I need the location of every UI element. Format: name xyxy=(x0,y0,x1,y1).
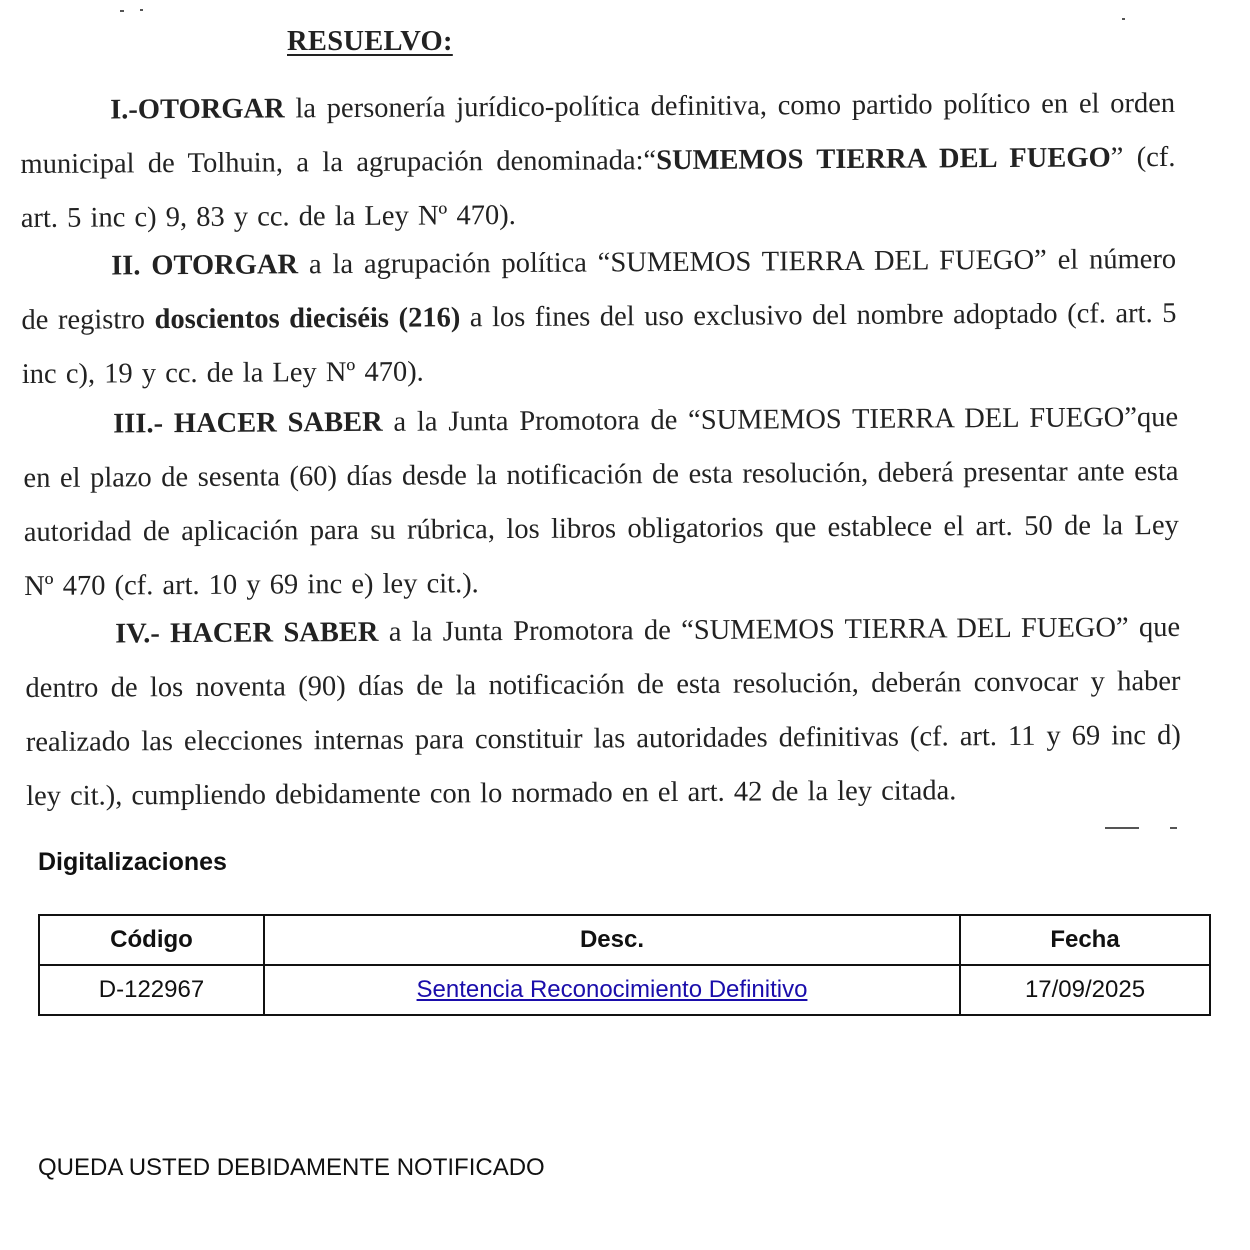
scan-speck xyxy=(120,10,124,12)
paragraph-lead: II. OTORGAR xyxy=(111,249,299,282)
scan-speck xyxy=(1105,827,1139,829)
party-name: SUMEMOS TIERRA DEL FUEGO xyxy=(656,142,1111,177)
table-header-row xyxy=(39,915,1210,965)
paragraph-text: a la agrupación política “SUMEMOS TIERRA DEL FUEGO” el número de registro xyxy=(21,243,1177,336)
digitalizaciones-table xyxy=(38,914,1211,1016)
table-row xyxy=(39,965,1210,1015)
paragraph-lead: III.- HACER SABER xyxy=(113,406,383,440)
cell-desc xyxy=(264,965,960,1015)
resolution-paragraph-2 xyxy=(21,233,1177,402)
scan-speck xyxy=(1122,18,1125,20)
column-header-code: Código xyxy=(39,915,264,965)
resolution-paragraph-1 xyxy=(20,77,1176,246)
scan-speck xyxy=(140,9,143,11)
paragraph-text: a la Junta Promotora de “SUMEMOS TIERRA DEL FUEGO” que dentro de los noventa (90) días de la notificación de esta resolución, deberán convocar y haber realizado las elecciones internas para constituir las autoridades definitivas (cf. art. 11 y 69 inc d) ley cit.), cumpliendo debidamente con lo normado en el art. 42 de la ley citada. xyxy=(25,611,1181,812)
digitalizaciones-title: Digitalizaciones xyxy=(38,848,227,876)
registry-number: doscientos dieciséis (216) xyxy=(154,302,461,336)
paragraph-lead: IV.- HACER SABER xyxy=(115,616,379,650)
notification-notice: QUEDA USTED DEBIDAMENTE NOTIFICADO xyxy=(38,1154,545,1181)
scan-speck xyxy=(1170,827,1177,829)
paragraph-text: la personería jurídico-política definitiva, como partido político en el orden municipal de Tolhuin, a la agrupación denominada:“ xyxy=(20,87,1176,180)
resolution-heading: RESUELVO: xyxy=(287,26,453,57)
cell-date: 17/09/2025 xyxy=(960,965,1210,1015)
document-link[interactable]: Sentencia Reconocimiento Definitivo xyxy=(416,976,808,1003)
paragraph-text: a los fines del uso exclusivo del nombre adoptado (cf. art. 5 inc c), 19 y cc. de la Ley Nº 470). xyxy=(21,297,1177,390)
paragraph-text: a la Junta Promotora de “SUMEMOS TIERRA DEL FUEGO”que en el plazo de sesenta (60) días desde la notificación de esta resolución, deberá presentar ante esta autoridad de aplicación para su rúbrica, los libros obligatorios que establece el art. 50 de la Ley Nº 470 (cf. art. 10 y 69 inc e) ley cit.). xyxy=(23,401,1179,602)
cell-code: D-122967 xyxy=(39,965,264,1015)
resolution-paragraph-3 xyxy=(23,391,1179,614)
paragraph-text: ” (cf. art. 5 inc c) 9, 83 y cc. de la Ley Nº 470). xyxy=(20,141,1176,234)
paragraph-lead: I.-OTORGAR xyxy=(110,93,285,126)
column-header-desc: Desc. xyxy=(264,915,960,965)
column-header-date: Fecha xyxy=(960,915,1210,965)
resolution-paragraph-4 xyxy=(25,601,1181,824)
